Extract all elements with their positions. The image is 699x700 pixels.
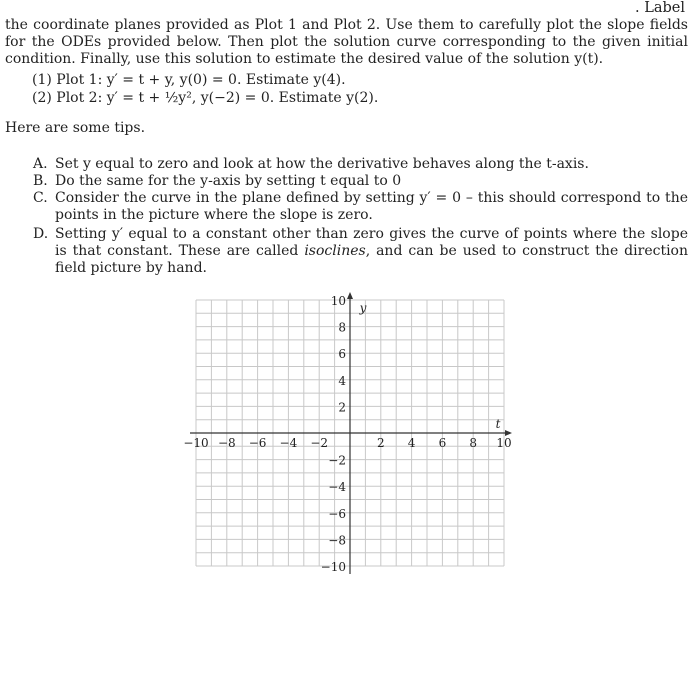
y-axis-arrow (347, 292, 353, 299)
y-axis-label: y (359, 301, 367, 315)
x-tick-label: −2 (310, 436, 329, 450)
x-tick-label: −4 (279, 436, 298, 450)
label-fragment: . Label (635, 0, 685, 16)
y-tick-label: 2 (338, 400, 346, 415)
tip-a-text: Set y equal to zero and look at how the derivative behaves along the t-axis. (55, 156, 589, 172)
y-tick-label: 6 (338, 347, 346, 362)
y-tick-label: −2 (328, 453, 346, 468)
x-tick-label: 2 (376, 436, 385, 450)
problem-1: (1) Plot 1: y′ = t + y, y(0) = 0. Estimate y(4). (32, 72, 346, 88)
tip-d-term: isoclines (304, 243, 366, 259)
y-tick-label: 4 (338, 373, 346, 388)
y-tick-label: −6 (328, 506, 346, 521)
y-tick-label: −10 (320, 560, 346, 574)
x-tick-label: 10 (496, 436, 512, 450)
y-tick-label: 10 (330, 294, 346, 308)
tip-c-label: C. (33, 190, 48, 206)
x-tick-label: 8 (469, 436, 478, 450)
x-tick-label: 6 (438, 436, 447, 450)
tip-b-label: B. (33, 173, 48, 189)
y-tick-label: 8 (338, 320, 346, 335)
tip-b-text: Do the same for the y-axis by setting t equal to 0 (55, 173, 402, 189)
tip-d-label: D. (33, 226, 49, 242)
problem-2: (2) Plot 2: y′ = t + ½y², y(−2) = 0. Estimate y(2). (32, 90, 379, 106)
tip-d-text-before: Setting y′ equal to a constant other than zero gives the curve of points where the slope is that constant. These are called (55, 226, 688, 259)
x-tick-label: 4 (407, 436, 416, 450)
x-tick-label: −8 (217, 436, 236, 450)
x-tick-label: −10 (183, 436, 209, 450)
instructions-paragraph: the coordinate planes provided as Plot 1 and Plot 2. Use them to carefully plot the slope fields for the ODEs provided below. Then plot the solution curve corresponding to the given initial condition. Finally, use this solution to estimate the desired value of the solution y(t). (5, 17, 688, 67)
y-tick-label: −8 (328, 533, 346, 548)
tips-heading: Here are some tips. (5, 120, 146, 136)
tip-c-text: Consider the curve in the plane defined by setting y′ = 0 – this should correspond to the points in the picture where the slope is zero. (55, 190, 688, 223)
y-tick-label: −4 (328, 480, 346, 495)
tip-a-label: A. (33, 156, 48, 172)
x-axis-label: t (495, 417, 501, 431)
tip-d-text-after: , and can be used to construct the direction field picture by hand. (55, 243, 688, 276)
x-tick-label: −6 (248, 436, 267, 450)
